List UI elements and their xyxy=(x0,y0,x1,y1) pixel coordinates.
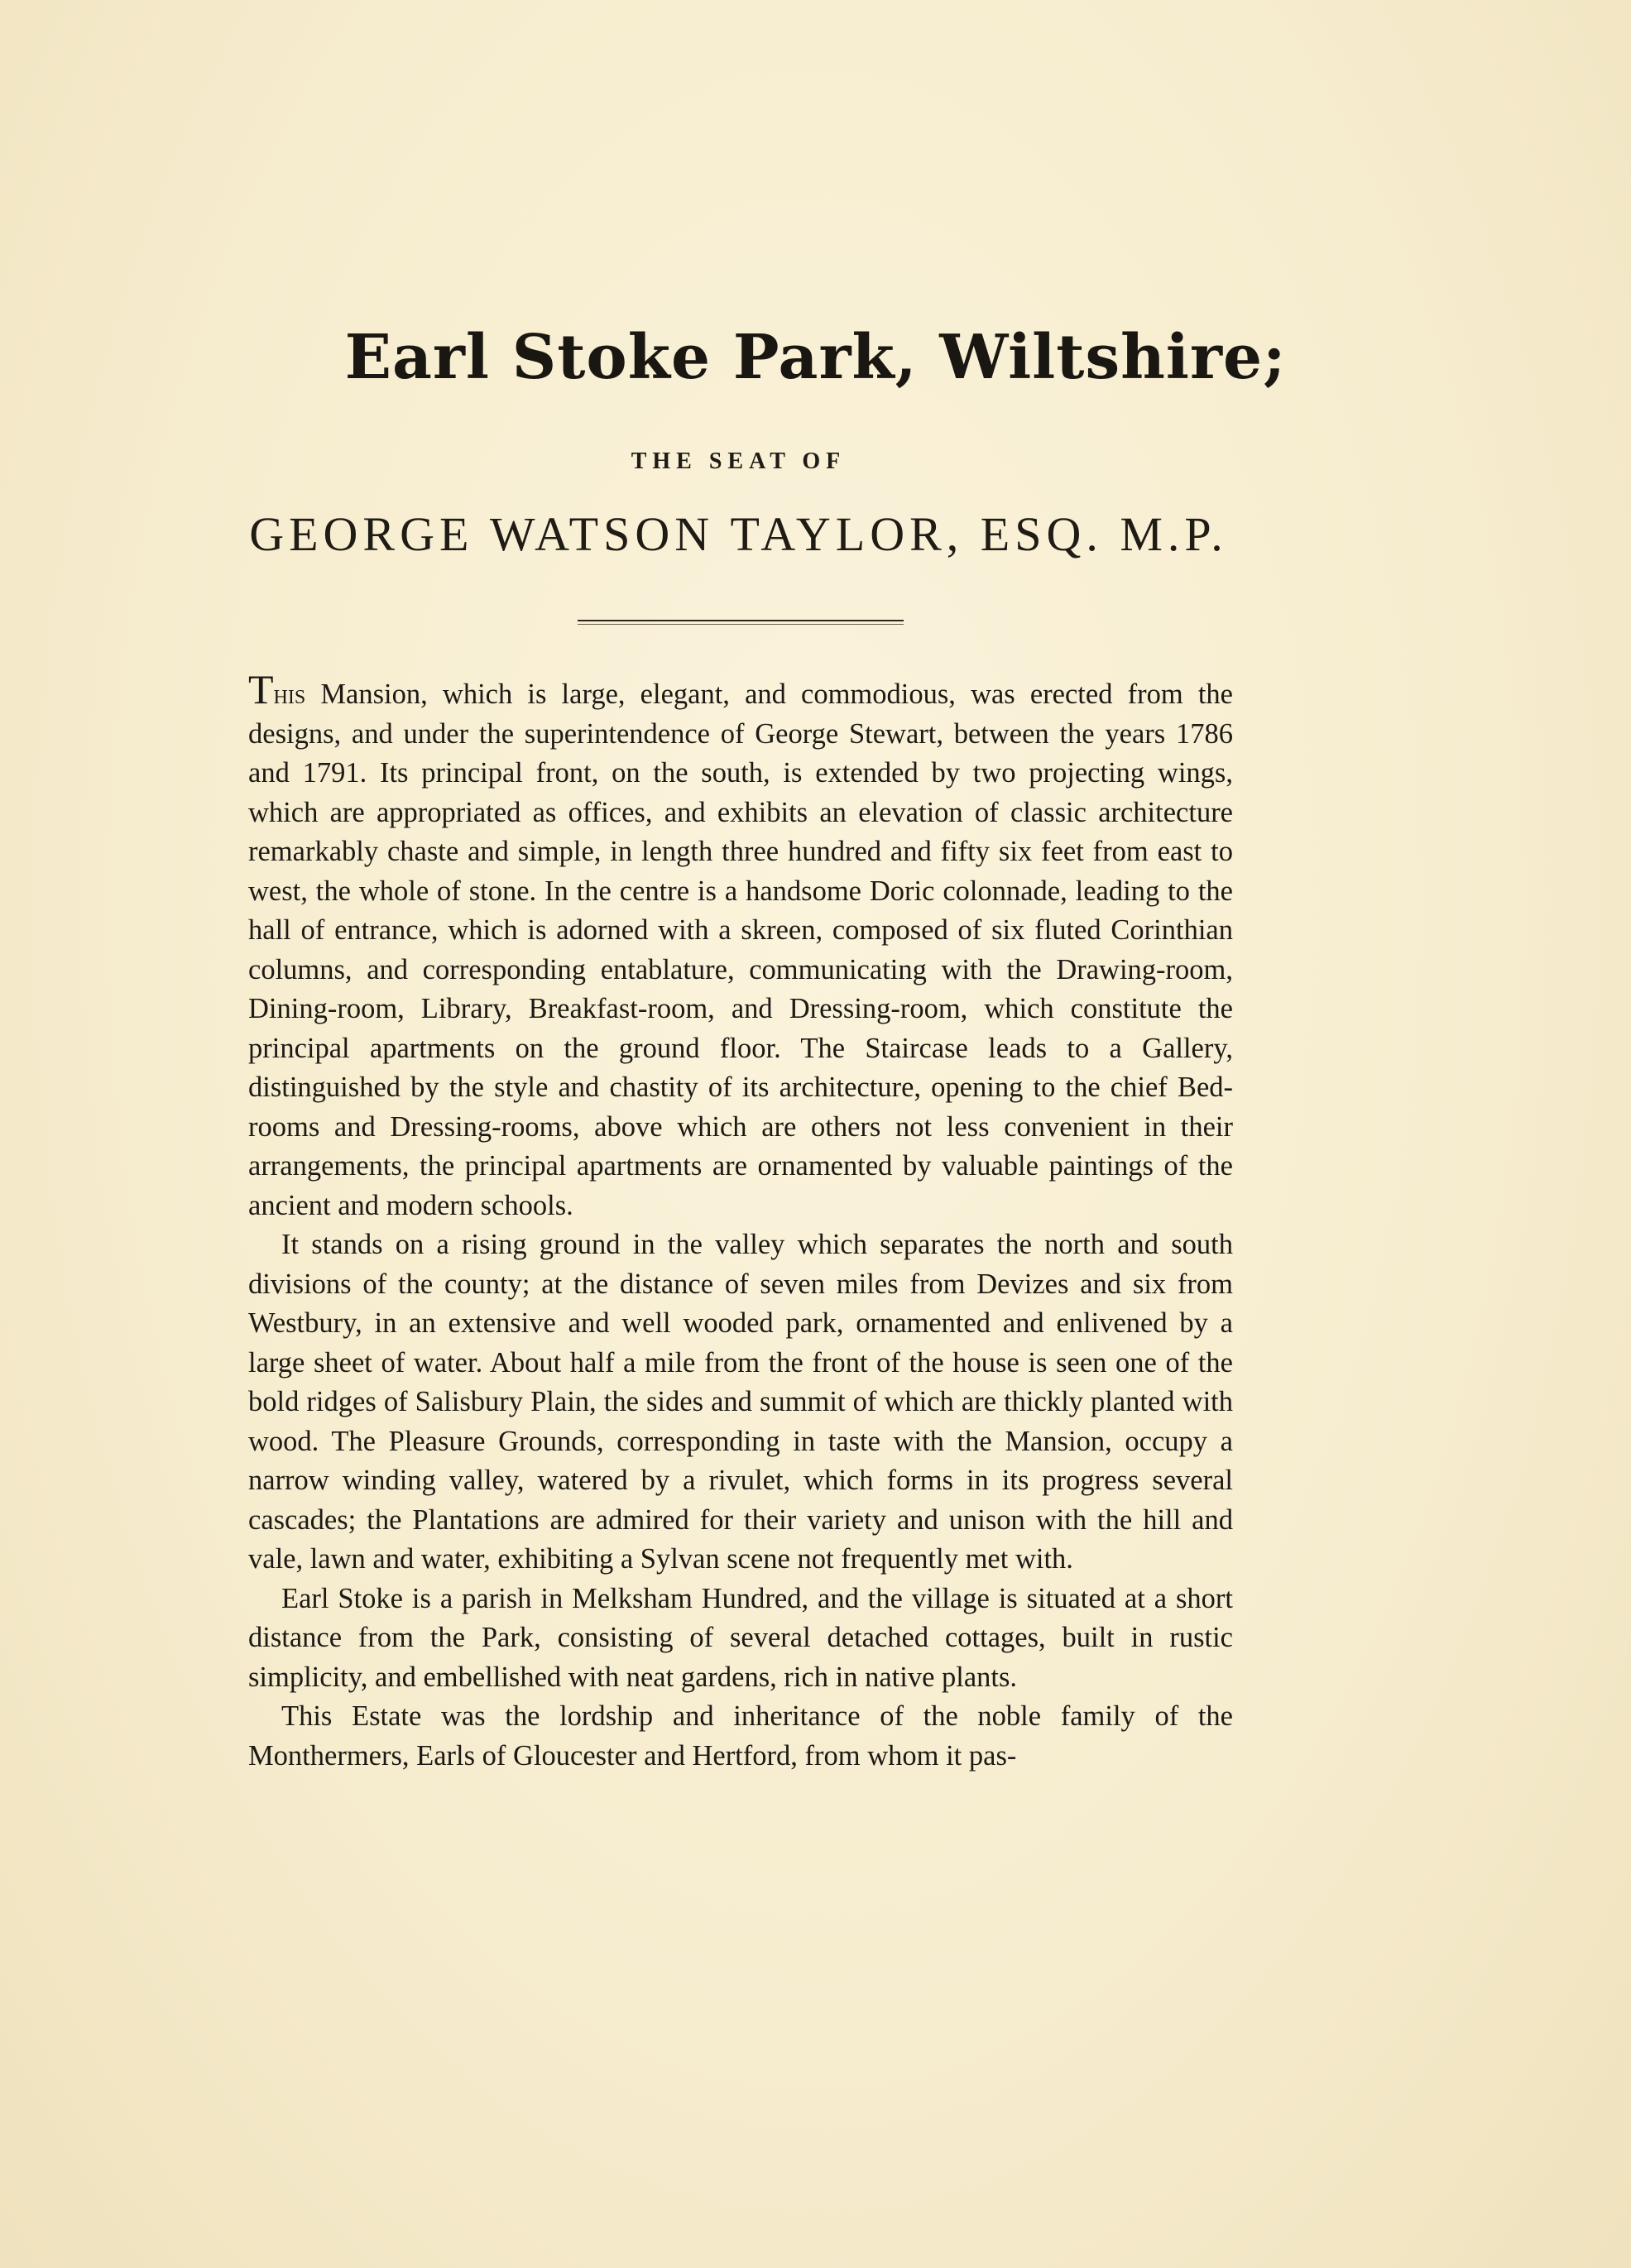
divider-rule-thin xyxy=(578,624,904,625)
subtitle: THE SEAT OF xyxy=(631,448,847,474)
paragraph: It stands on a rising ground in the valley which separates the north and south divisions of the county; at the distance of seven miles from Devizes and six from Westbury, in an extensive and well wooded park, ornamented and enlivened by a large sheet of water. About half a mile from the front of the house is seen one of the bold ridges of Salisbury Plain, the sides and summit of which are thickly planted with wood. The Pleasure Grounds, corresponding in taste with the Mansion, occupy a narrow winding valley, watered by a rivulet, which forms in its progress several cascades; the Plantations are admired for their variety and unison with the hill and vale, lawn and water, exhibiting a Sylvan scene not frequently met with. xyxy=(248,1229,1233,1575)
owner-name: GEORGE WATSON TAYLOR, ESQ. M.P. xyxy=(249,507,1228,561)
drop-cap: T xyxy=(248,666,274,712)
opening-word: his xyxy=(273,678,306,710)
paragraph: Earl Stoke is a parish in Melksham Hundred, and the village is situated at a short distance from the Park, consisting of several detached cottages, built in rustic simplicity, and embellished with neat gardens, rich in native plants. xyxy=(248,1582,1233,1693)
divider-rule xyxy=(578,620,904,621)
paragraph xyxy=(248,666,1233,1225)
body-text xyxy=(248,666,1233,1776)
page-title: Earl Stoke Park, Wiltshire; xyxy=(344,322,1287,393)
paragraph-text: Mansion, which is large, elegant, and commodious, was erected from the designs, and under the superintendence of George Stewart, between the years 1786 and 1791. Its principal front, on the south, is extended by two projecting wings, which are appropriated as offices, and exhibits an elevation of classic architecture remarkably chaste and simple, in length three hundred and fifty six feet from east to west, the whole of stone. In the centre is a handsome Doric colonnade, leading to the hall of entrance, which is adorned with a skreen, composed of six fluted Corinthian columns, and corresponding entablature, communicating with the Drawing-room, Dining-room, Library, Breakfast-room, and Dressing-room, which constitute the principal apartments on the ground floor. The Staircase leads to a Gallery, distinguished by the style and chastity of its architecture, opening to the chief Bed-rooms and Dressing-rooms, above which are others not less convenient in their arrangements, the principal apartments are ornamented by valuable paintings of the ancient and modern schools. xyxy=(248,678,1233,1221)
paragraph: This Estate was the lordship and inheritance of the noble family of the Monthermers, Earls of Gloucester and Hertford, from whom it pas- xyxy=(248,1700,1233,1772)
